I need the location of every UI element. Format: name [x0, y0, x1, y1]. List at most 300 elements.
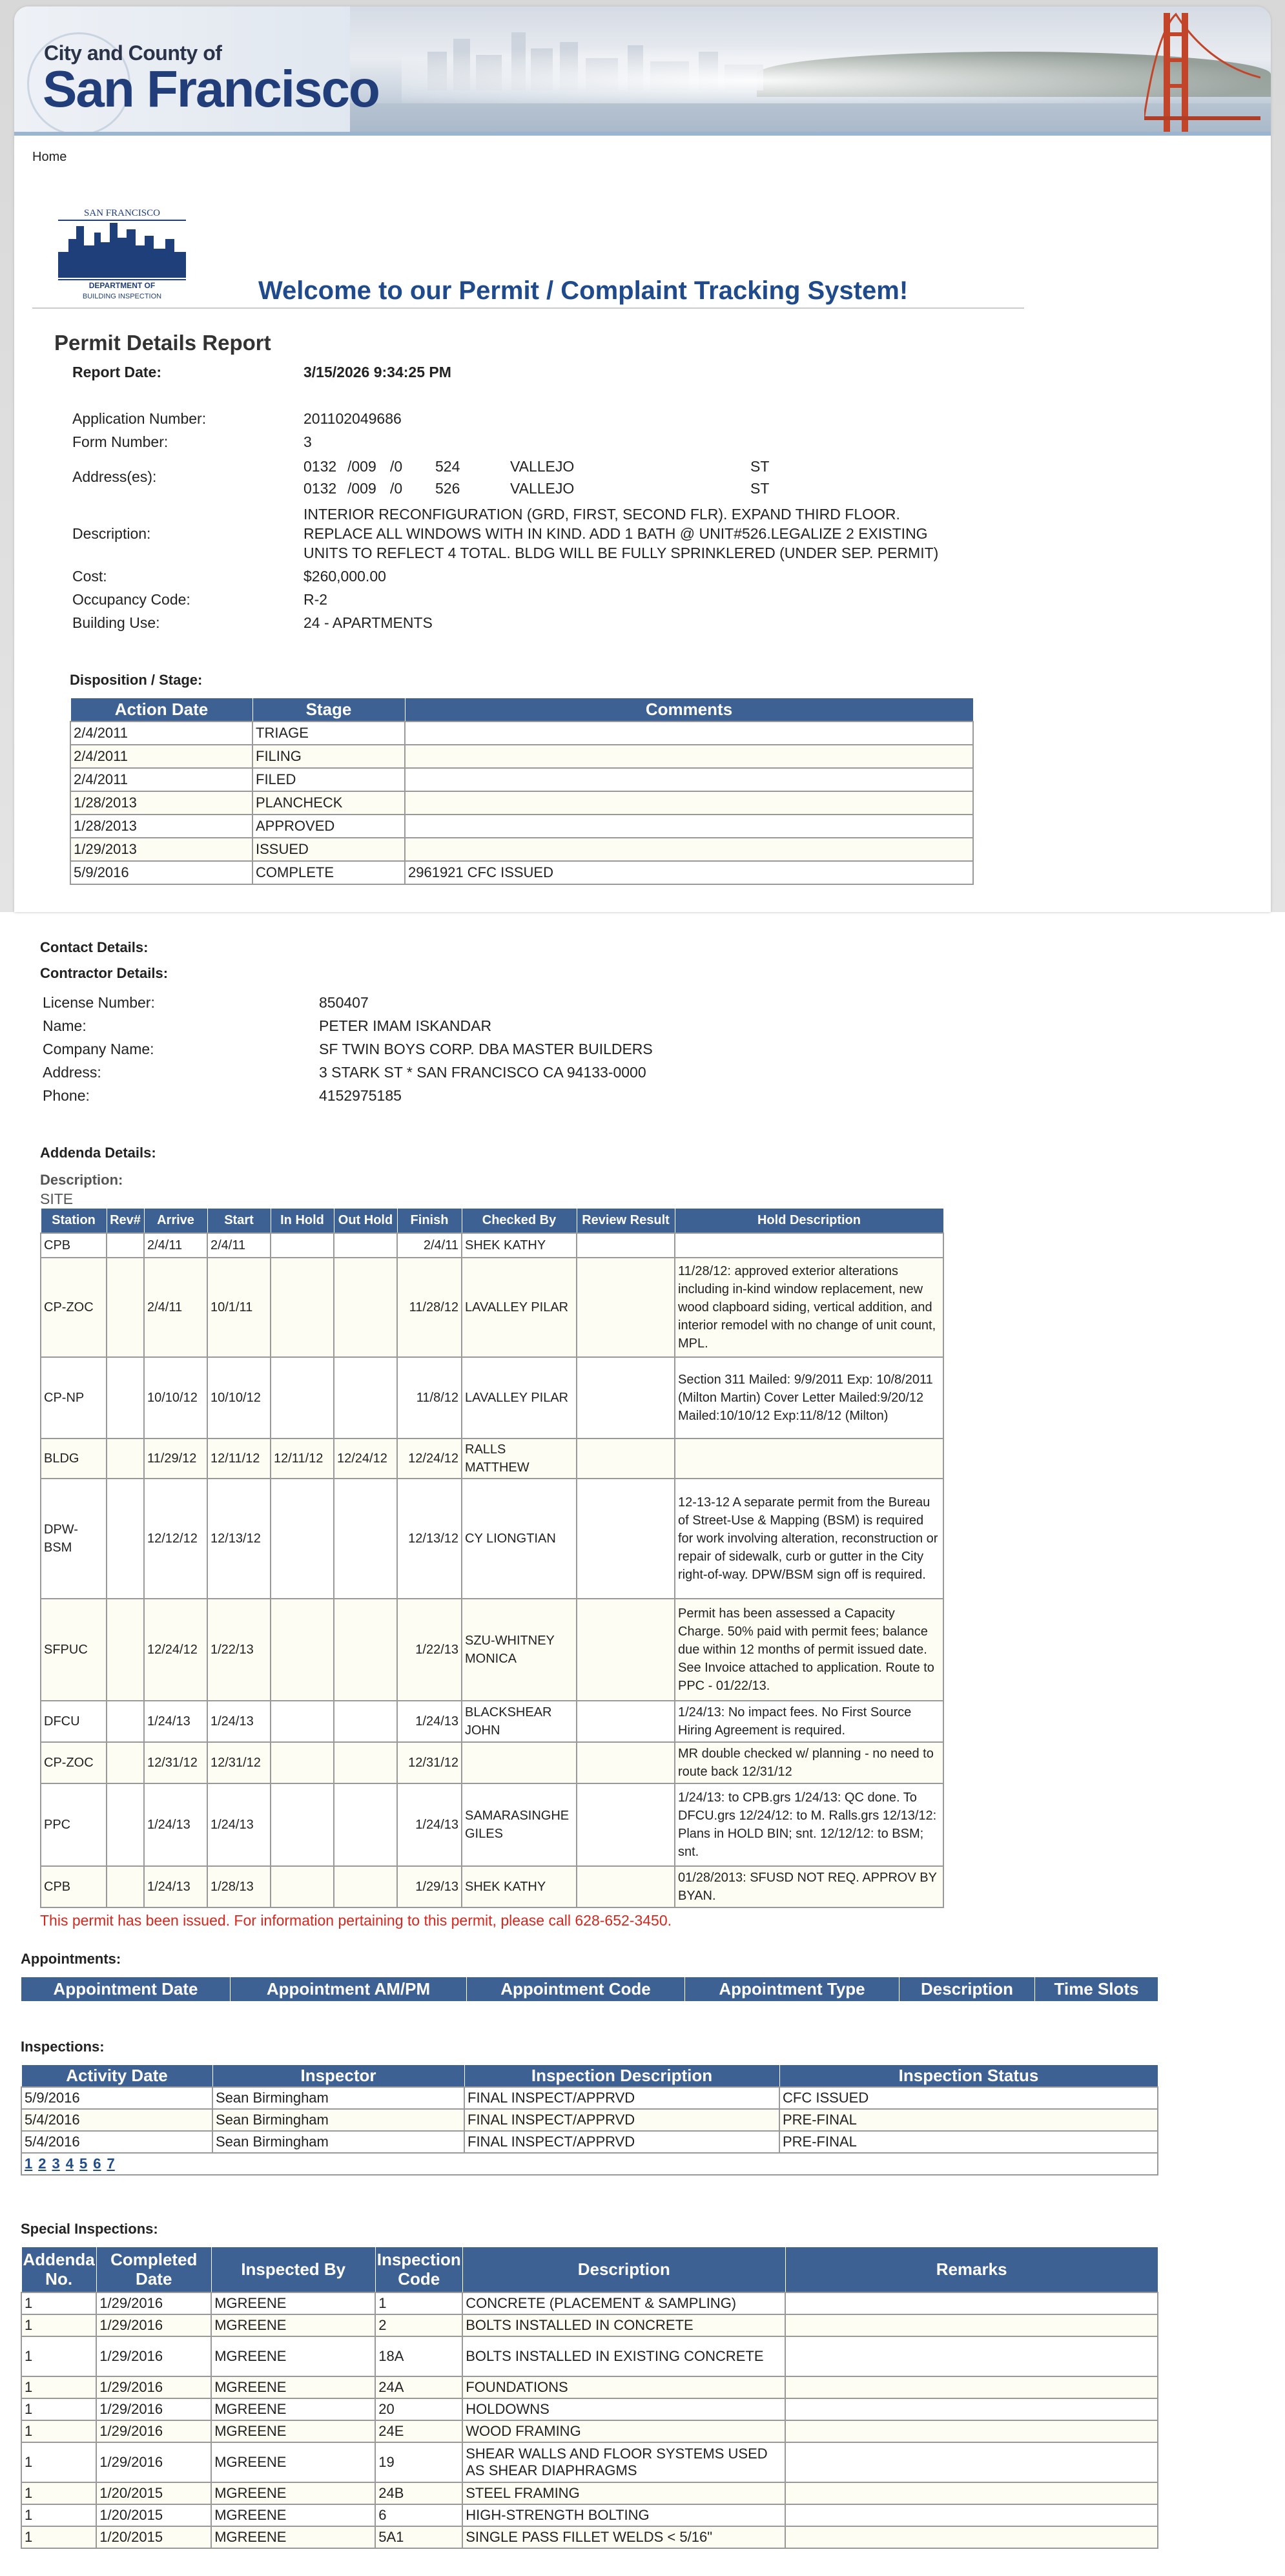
table-cell: 1/24/13: to CPB.grs 1/24/13: QC done. To DFCU.grs 12/24/12: to M. Ralls.grs 12/13/12: Plans in HOLD BIN; snt. 12/12/12: to BSM; snt.: [675, 1783, 943, 1866]
table-cell: BLACKSHEAR JOHN: [462, 1701, 577, 1742]
table-cell: CP-NP: [41, 1357, 107, 1439]
table-cell: [334, 1479, 397, 1599]
form-number-value: 3: [303, 433, 312, 450]
table-row: [21, 2292, 1158, 2314]
col-comments: Comments: [405, 698, 973, 722]
table-row: [21, 2420, 1158, 2442]
col-time-slots: Time Slots: [1035, 1977, 1158, 2002]
table-cell: 1/22/13: [397, 1599, 462, 1701]
table-row: [21, 2314, 1158, 2336]
table-cell: Sean Birmingham: [212, 2131, 464, 2153]
table-cell: 2/4/11: [207, 1233, 271, 1258]
contractor-name-value: PETER IMAM ISKANDAR: [319, 1017, 492, 1034]
table-cell: 2/4/11: [144, 1233, 207, 1258]
occupancy-code-value: R-2: [303, 591, 328, 608]
table-cell: [271, 1742, 334, 1783]
table-cell: 12/13/12: [207, 1479, 271, 1599]
table-cell: 1/24/13: No impact fees. No First Source Hiring Agreement is required.: [675, 1701, 943, 1742]
license-number-label: License Number:: [43, 994, 155, 1011]
table-cell: 1/28/2013: [70, 815, 252, 838]
table-row: [41, 1233, 943, 1258]
permit-issued-notice: This permit has been issued. For information pertaining to this permit, please call 628-652-3450.: [40, 1912, 672, 1929]
table-cell: 1: [21, 2336, 96, 2376]
col-special-description: Description: [462, 2247, 785, 2292]
table-cell: [405, 722, 973, 745]
table-cell: [577, 1439, 675, 1479]
table-cell: BOLTS INSTALLED IN CONCRETE: [462, 2314, 785, 2336]
table-row: [41, 1479, 943, 1599]
table-cell: LAVALLEY PILAR: [462, 1357, 577, 1439]
table-cell: 10/10/12: [144, 1357, 207, 1439]
col-station: Station: [41, 1209, 107, 1233]
table-row: [70, 861, 973, 884]
table-cell: [785, 2376, 1158, 2398]
page-link[interactable]: 6: [93, 2155, 101, 2172]
table-cell: 1/20/2015: [96, 2504, 211, 2526]
table-cell: [334, 1742, 397, 1783]
company-name-value: SF TWIN BOYS CORP. DBA MASTER BUILDERS: [319, 1041, 653, 1057]
table-cell: 18A: [375, 2336, 462, 2376]
table-cell: 5/9/2016: [70, 861, 252, 884]
table-cell: PLANCHECK: [252, 791, 405, 815]
table-cell: SHEK KATHY: [462, 1233, 577, 1258]
table-row: [41, 1357, 943, 1439]
table-cell: 1/22/13: [207, 1599, 271, 1701]
table-row: [41, 1866, 943, 1907]
table-row: [21, 2504, 1158, 2526]
col-appointment-date: Appointment Date: [21, 1977, 231, 2002]
table-cell: 1: [21, 2376, 96, 2398]
table-cell: 19: [375, 2442, 462, 2482]
table-cell: 1: [21, 2526, 96, 2548]
table-cell: SHEK KATHY: [462, 1866, 577, 1907]
banner-water: [350, 103, 1271, 136]
table-cell: [271, 1357, 334, 1439]
table-cell: [785, 2336, 1158, 2376]
table-cell: 12/31/12: [397, 1742, 462, 1783]
page-link[interactable]: 3: [52, 2155, 60, 2172]
col-arrive: Arrive: [144, 1209, 207, 1233]
table-cell: 1: [21, 2398, 96, 2420]
table-cell: 12-13-12 A separate permit from the Bureau of Street-Use & Mapping (BSM) is required for work involving alteration, reconstruction or repair of sidewalk, curb or gutter in the City right-of-way. DPW/BSM sign off is required.: [675, 1479, 943, 1599]
welcome-heading: Welcome to our Permit / Complaint Tracking System!: [258, 276, 909, 305]
table-cell: RALLS MATTHEW: [462, 1439, 577, 1479]
report-date-label: Report Date:: [72, 364, 162, 380]
table-cell: FILED: [252, 768, 405, 791]
table-cell: 11/8/12: [397, 1357, 462, 1439]
inspections-table: [21, 2064, 1158, 2176]
table-cell: MGREENE: [211, 2398, 375, 2420]
nav-home-link[interactable]: Home: [32, 150, 67, 164]
cost-value: $260,000.00: [303, 568, 386, 585]
table-cell: 1/24/13: [397, 1783, 462, 1866]
address-street-type: ST: [750, 458, 770, 475]
table-row: [21, 2109, 1158, 2131]
table-cell: [107, 1357, 144, 1439]
table-cell: 1: [21, 2420, 96, 2442]
address-lot: /009: [347, 480, 376, 497]
phone-value: 4152975185: [319, 1087, 402, 1104]
table-cell: LAVALLEY PILAR: [462, 1258, 577, 1357]
table-cell: CFC ISSUED: [779, 2087, 1158, 2109]
table-row: [70, 815, 973, 838]
table-cell: 1/24/13: [397, 1701, 462, 1742]
table-cell: 1/29/2016: [96, 2420, 211, 2442]
table-cell: PPC: [41, 1783, 107, 1866]
table-cell: APPROVED: [252, 815, 405, 838]
page-link[interactable]: 7: [107, 2155, 115, 2172]
table-cell: 2: [375, 2314, 462, 2336]
table-cell: MGREENE: [211, 2336, 375, 2376]
table-row: [41, 1258, 943, 1357]
table-cell: Sean Birmingham: [212, 2109, 464, 2131]
appointments-table: [21, 1977, 1158, 2002]
table-cell: Permit has been assessed a Capacity Charge. 50% paid with permit fees; balance due within 12 months of permit issued date. See Invoice attached to application. Route to PPC - 01/22/13.: [675, 1599, 943, 1701]
table-cell: [334, 1258, 397, 1357]
table-cell: 24A: [375, 2376, 462, 2398]
table-row: [21, 2526, 1158, 2548]
table-cell: 1/24/13: [144, 1783, 207, 1866]
table-cell: FINAL INSPECT/APPRVD: [464, 2087, 779, 2109]
table-cell: 10/1/11: [207, 1258, 271, 1357]
table-cell: [334, 1599, 397, 1701]
building-use-label: Building Use:: [72, 614, 160, 631]
report-title: Permit Details Report: [54, 331, 271, 355]
table-cell: 5/9/2016: [21, 2087, 212, 2109]
city-name-line1: City and County of: [44, 41, 222, 65]
table-cell: 5/4/2016: [21, 2109, 212, 2131]
page-link[interactable]: 4: [65, 2155, 74, 2172]
table-cell: SHEAR WALLS AND FLOOR SYSTEMS USED AS SHEAR DIAPHRAGMS: [462, 2442, 785, 2482]
table-cell: 1: [21, 2482, 96, 2504]
table-cell: FILING: [252, 745, 405, 768]
col-addenda-no: Addenda No.: [21, 2247, 96, 2292]
table-cell: 1: [21, 2292, 96, 2314]
table-cell: PRE-FINAL: [779, 2131, 1158, 2153]
table-cell: [271, 1701, 334, 1742]
table-row: [21, 2131, 1158, 2153]
table-cell: [577, 1233, 675, 1258]
table-row: [41, 1742, 943, 1783]
table-cell: 01/28/2013: SFUSD NOT REQ. APPROV BY BYAN.: [675, 1866, 943, 1907]
table-cell: [107, 1479, 144, 1599]
table-cell: 1/29/2016: [96, 2376, 211, 2398]
table-cell: [785, 2504, 1158, 2526]
table-row: [21, 2087, 1158, 2109]
table-cell: 5/4/2016: [21, 2131, 212, 2153]
table-cell: [107, 1866, 144, 1907]
disposition-table: [70, 698, 974, 885]
table-cell: [577, 1783, 675, 1866]
table-cell: CP-ZOC: [41, 1742, 107, 1783]
table-cell: 1/29/2016: [96, 2398, 211, 2420]
site-banner: [14, 6, 1271, 136]
table-cell: 1/29/2013: [70, 838, 252, 861]
address-street: VALLEJO: [510, 480, 575, 497]
table-cell: 1: [375, 2292, 462, 2314]
table-cell: [577, 1258, 675, 1357]
table-cell: 6: [375, 2504, 462, 2526]
table-row: [21, 2376, 1158, 2398]
table-cell: 1/29/2016: [96, 2292, 211, 2314]
table-cell: [334, 1701, 397, 1742]
description-line: UNITS TO REFLECT 4 TOTAL. BLDG WILL BE FULLY SPRINKLERED (UNDER SEP. PERMIT): [303, 545, 939, 561]
table-row: [21, 2482, 1158, 2504]
building-use-value: 24 - APARTMENTS: [303, 614, 433, 631]
page-link[interactable]: 2: [38, 2155, 46, 2172]
table-cell: 1/29/2016: [96, 2336, 211, 2376]
col-checked-by: Checked By: [462, 1209, 577, 1233]
table-cell: 1/24/13: [144, 1866, 207, 1907]
col-appointment-description: Description: [900, 1977, 1035, 2002]
addenda-description-value: SITE: [40, 1190, 74, 1207]
table-cell: [334, 1357, 397, 1439]
table-cell: BLDG: [41, 1439, 107, 1479]
page-link[interactable]: 1: [25, 2155, 33, 2172]
special-inspections-title: Special Inspections:: [21, 2221, 158, 2237]
table-cell: [271, 1783, 334, 1866]
addenda-table: [40, 1208, 944, 1908]
table-cell: PRE-FINAL: [779, 2109, 1158, 2131]
table-cell: [107, 1258, 144, 1357]
addenda-details-title: Addenda Details:: [40, 1145, 156, 1161]
table-cell: MGREENE: [211, 2292, 375, 2314]
table-cell: [577, 1742, 675, 1783]
table-cell: SINGLE PASS FILLET WELDS < 5/16": [462, 2526, 785, 2548]
col-appointment-ampm: Appointment AM/PM: [231, 1977, 467, 2002]
application-number-value: 201102049686: [303, 410, 402, 427]
license-number-value: 850407: [319, 994, 369, 1011]
table-cell: [577, 1866, 675, 1907]
description-line: REPLACE ALL WINDOWS WITH IN KIND. ADD 1 BATH @ UNIT#526.LEGALIZE 2 EXISTING: [303, 525, 928, 542]
table-cell: MGREENE: [211, 2504, 375, 2526]
table-cell: [334, 1783, 397, 1866]
table-row: [21, 2336, 1158, 2376]
table-cell: 1: [21, 2442, 96, 2482]
table-cell: [107, 1439, 144, 1479]
col-in-hold: In Hold: [271, 1209, 334, 1233]
table-cell: 24E: [375, 2420, 462, 2442]
disposition-title: Disposition / Stage:: [70, 672, 203, 688]
table-cell: [405, 745, 973, 768]
table-cell: [271, 1599, 334, 1701]
table-cell: MGREENE: [211, 2376, 375, 2398]
address-block: 0132: [303, 480, 337, 497]
header-divider: [32, 307, 1024, 309]
col-completed-date: Completed Date: [96, 2247, 211, 2292]
table-cell: [271, 1479, 334, 1599]
table-cell: MGREENE: [211, 2526, 375, 2548]
col-inspector: Inspector: [212, 2065, 464, 2087]
table-cell: 1/24/13: [207, 1701, 271, 1742]
table-cell: 1/28/2013: [70, 791, 252, 815]
table-cell: [107, 1742, 144, 1783]
col-stage: Stage: [252, 698, 405, 722]
col-action-date: Action Date: [70, 698, 252, 722]
table-cell: [405, 768, 973, 791]
table-cell: MGREENE: [211, 2314, 375, 2336]
address-unit: /0: [390, 458, 403, 475]
company-name-label: Company Name:: [43, 1041, 154, 1057]
description-label: Description:: [72, 525, 151, 542]
table-cell: [785, 2420, 1158, 2442]
address-block: 0132: [303, 458, 337, 475]
table-cell: 1: [21, 2314, 96, 2336]
table-cell: 1/29/2016: [96, 2314, 211, 2336]
table-cell: [675, 1439, 943, 1479]
table-cell: HIGH-STRENGTH BOLTING: [462, 2504, 785, 2526]
contractor-address-value: 3 STARK ST * SAN FRANCISCO CA 94133-0000: [319, 1064, 646, 1081]
table-cell: ISSUED: [252, 838, 405, 861]
table-cell: CP-ZOC: [41, 1258, 107, 1357]
table-cell: 12/11/12: [207, 1439, 271, 1479]
table-cell: 2/4/11: [397, 1233, 462, 1258]
form-number-label: Form Number:: [72, 433, 169, 450]
cost-label: Cost:: [72, 568, 107, 585]
table-row: [21, 2398, 1158, 2420]
page-link[interactable]: 5: [79, 2155, 88, 2172]
table-cell: 12/13/12: [397, 1479, 462, 1599]
col-inspection-description: Inspection Description: [464, 2065, 779, 2087]
table-cell: 11/28/12: [397, 1258, 462, 1357]
table-cell: Section 311 Mailed: 9/9/2011 Exp: 10/8/2011 (Milton Martin) Cover Letter Mailed:9/20/12 Mailed:10/10/12 Exp:11/8/12 (Milton): [675, 1357, 943, 1439]
table-cell: 20: [375, 2398, 462, 2420]
occupancy-code-label: Occupancy Code:: [72, 591, 190, 608]
col-activity-date: Activity Date: [21, 2065, 212, 2087]
table-cell: [271, 1866, 334, 1907]
table-cell: [785, 2526, 1158, 2548]
table-cell: [107, 1783, 144, 1866]
table-cell: 1/29/2016: [96, 2442, 211, 2482]
table-cell: Sean Birmingham: [212, 2087, 464, 2109]
table-cell: DFCU: [41, 1701, 107, 1742]
table-cell: 12/24/12: [397, 1439, 462, 1479]
phone-label: Phone:: [43, 1087, 90, 1104]
table-cell: 2/4/2011: [70, 745, 252, 768]
table-cell: [334, 1866, 397, 1907]
table-cell: 11/29/12: [144, 1439, 207, 1479]
dbi-logo: [56, 207, 189, 301]
table-cell: FINAL INSPECT/APPRVD: [464, 2131, 779, 2153]
table-row: [70, 768, 973, 791]
special-inspections-table: [21, 2247, 1158, 2549]
address-lot: /009: [347, 458, 376, 475]
table-cell: FINAL INSPECT/APPRVD: [464, 2109, 779, 2131]
table-cell: [107, 1599, 144, 1701]
table-row: [41, 1439, 943, 1479]
golden-gate-bridge-image: [1144, 6, 1260, 136]
table-cell: [577, 1479, 675, 1599]
table-cell: [577, 1357, 675, 1439]
table-cell: MR double checked w/ planning - no need to route back 12/31/12: [675, 1742, 943, 1783]
address-number: 524: [435, 458, 460, 475]
table-cell: 1/20/2015: [96, 2482, 211, 2504]
table-cell: 1/28/13: [207, 1866, 271, 1907]
col-out-hold: Out Hold: [334, 1209, 397, 1233]
table-row: [41, 1783, 943, 1866]
address-number: 526: [435, 480, 460, 497]
table-cell: [462, 1742, 577, 1783]
col-rev: Rev#: [107, 1209, 144, 1233]
table-cell: SFPUC: [41, 1599, 107, 1701]
table-row: [41, 1701, 943, 1742]
table-cell: 1/29/13: [397, 1866, 462, 1907]
table-cell: [577, 1599, 675, 1701]
table-cell: COMPLETE: [252, 861, 405, 884]
col-hold-description: Hold Description: [675, 1209, 943, 1233]
table-cell: [785, 2442, 1158, 2482]
table-row: [70, 791, 973, 815]
table-cell: 12/24/12: [144, 1599, 207, 1701]
description-line: INTERIOR RECONFIGURATION (GRD, FIRST, SECOND FLR). EXPAND THIRD FLOOR.: [303, 506, 900, 523]
dbi-logo-line2: DEPARTMENT OF: [88, 281, 156, 290]
city-name-line2: San Francisco: [43, 60, 379, 118]
table-cell: 10/10/12: [207, 1357, 271, 1439]
table-cell: [271, 1258, 334, 1357]
table-cell: BOLTS INSTALLED IN EXISTING CONCRETE: [462, 2336, 785, 2376]
table-cell: MGREENE: [211, 2482, 375, 2504]
col-remarks: Remarks: [785, 2247, 1158, 2292]
dbi-logo-line1: SAN FRANCISCO: [84, 208, 160, 218]
table-cell: SAMARASINGHE GILES: [462, 1783, 577, 1866]
dbi-logo-line3: BUILDING INSPECTION: [82, 293, 162, 300]
table-cell: MGREENE: [211, 2442, 375, 2482]
table-cell: [785, 2482, 1158, 2504]
table-cell: MGREENE: [211, 2420, 375, 2442]
table-cell: [785, 2292, 1158, 2314]
table-cell: [785, 2314, 1158, 2336]
addenda-description-label: Description:: [40, 1172, 123, 1188]
address-street: VALLEJO: [510, 458, 575, 475]
col-finish: Finish: [397, 1209, 462, 1233]
contact-details-title: Contact Details:: [40, 939, 149, 955]
col-appointment-code: Appointment Code: [467, 1977, 685, 2002]
table-cell: 1/24/13: [207, 1783, 271, 1866]
table-cell: [405, 791, 973, 815]
appointments-title: Appointments:: [21, 1951, 121, 1967]
inspections-pager: [21, 2153, 1158, 2175]
address-unit: /0: [390, 480, 403, 497]
table-cell: SZU-WHITNEY MONICA: [462, 1599, 577, 1701]
table-cell: 2961921 CFC ISSUED: [405, 861, 973, 884]
contractor-name-label: Name:: [43, 1017, 87, 1034]
table-cell: WOOD FRAMING: [462, 2420, 785, 2442]
table-cell: [271, 1233, 334, 1258]
application-number-label: Application Number:: [72, 410, 207, 427]
table-cell: [577, 1701, 675, 1742]
address-street-type: ST: [750, 480, 770, 497]
col-inspection-code: Inspection Code: [375, 2247, 462, 2292]
table-cell: 1/20/2015: [96, 2526, 211, 2548]
table-cell: STEEL FRAMING: [462, 2482, 785, 2504]
table-cell: 12/11/12: [271, 1439, 334, 1479]
table-row: [70, 838, 973, 861]
table-cell: [405, 838, 973, 861]
table-cell: DPW-BSM: [41, 1479, 107, 1599]
banner-rule: [14, 132, 1271, 136]
table-cell: [785, 2398, 1158, 2420]
table-cell: CY LIONGTIAN: [462, 1479, 577, 1599]
inspections-title: Inspections:: [21, 2039, 105, 2055]
col-start: Start: [207, 1209, 271, 1233]
addresses-label: Address(es):: [72, 468, 157, 485]
table-row: [70, 722, 973, 745]
table-cell: 12/31/12: [144, 1742, 207, 1783]
col-review-result: Review Result: [577, 1209, 675, 1233]
table-cell: CPB: [41, 1866, 107, 1907]
table-cell: FOUNDATIONS: [462, 2376, 785, 2398]
table-cell: 1/24/13: [144, 1701, 207, 1742]
